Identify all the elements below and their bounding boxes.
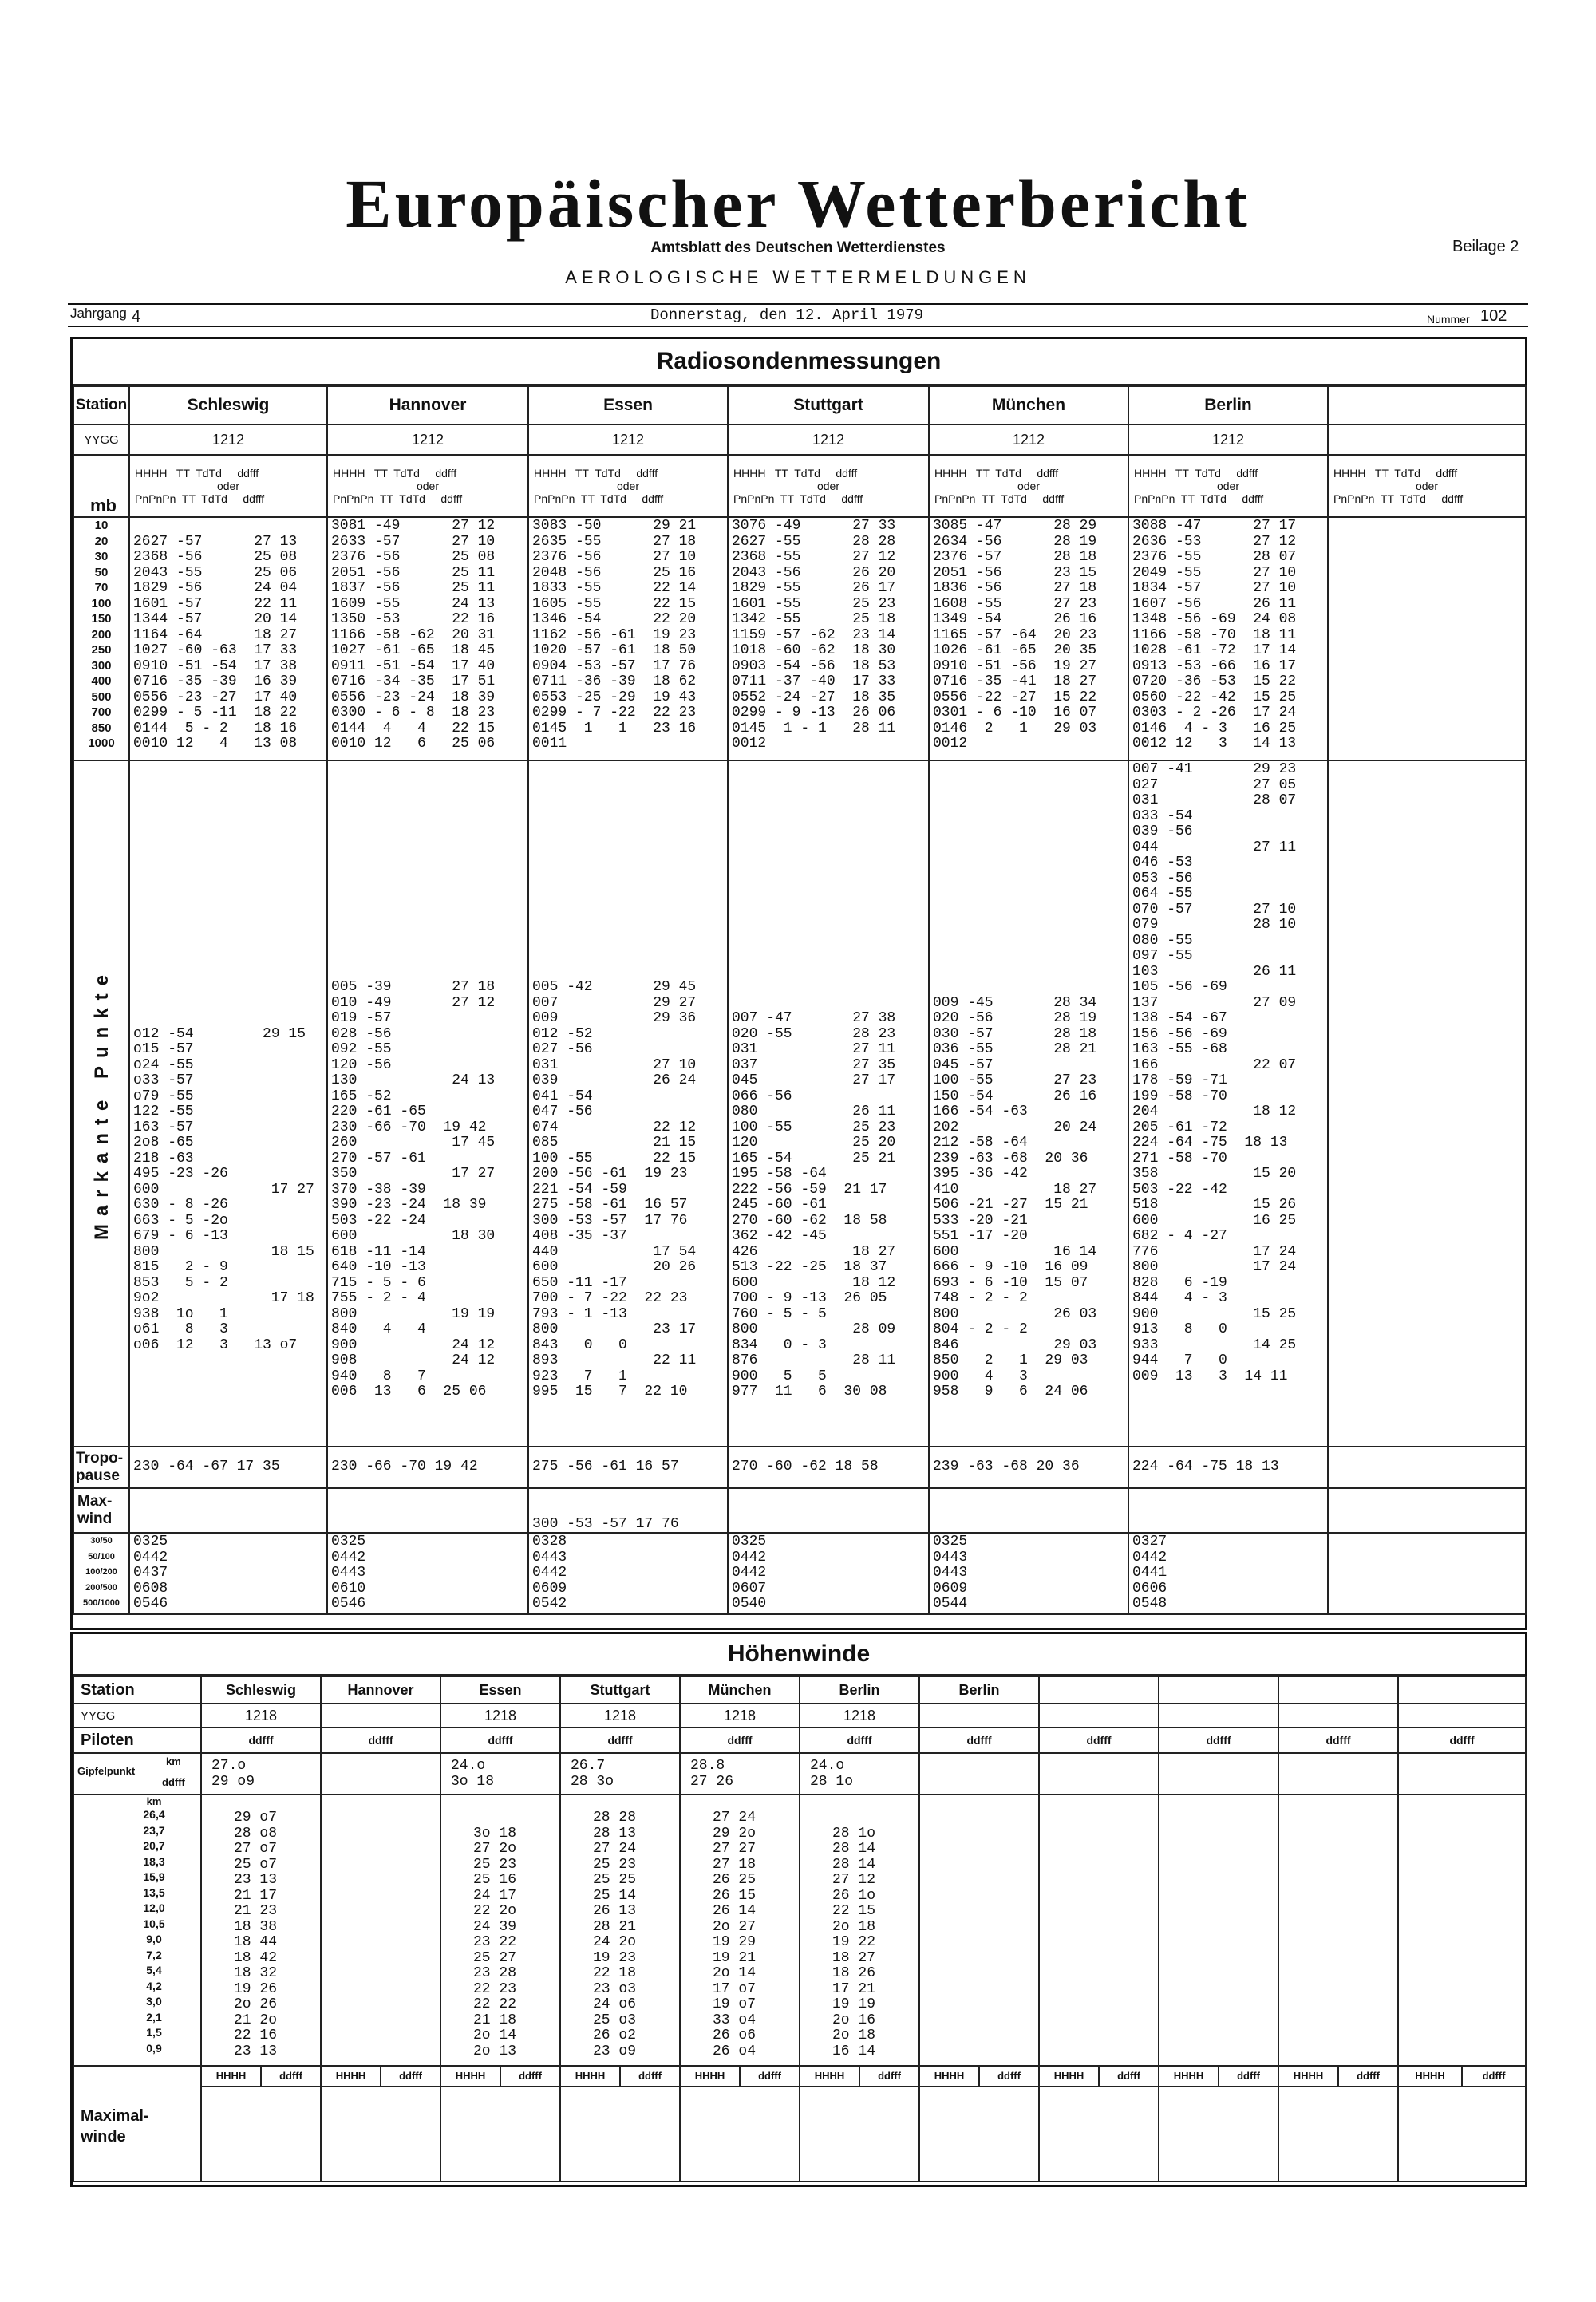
issue-date: Donnerstag, den 12. April 1979 <box>650 306 924 324</box>
hw-hhhh-head: HHHH <box>1040 2067 1100 2086</box>
maxwind-cell <box>327 1488 528 1533</box>
significant-points-label: Markante Punkte <box>91 966 113 1241</box>
hoehenwinde-table <box>73 1676 1527 2182</box>
hw-winds-cell <box>800 1795 919 2066</box>
yygg-cell: 1212 <box>1128 424 1328 455</box>
level-10: 10 <box>94 519 109 532</box>
hw-yygg <box>1278 1704 1398 1727</box>
hw-gipfel-cell <box>1159 1753 1278 1795</box>
hw-maxwind-label: Maximal- winde <box>73 2066 201 2182</box>
column-header-or: oder <box>416 480 440 492</box>
level-70: 70 <box>94 581 109 594</box>
hw-station-label: Station <box>73 1676 201 1704</box>
sig-data: 009 -45 28 34 020 -56 28 19 030 -57 28 18 036 -55 28 21 045 -57 100 -55 27 23 150 -54 26 16 166 -54 -63 202 20 24 212 -58 -64 239 -63 -68 20 36 395 -36 -42 410 18 27 506 -21 -27 15 21 533 -20 -21 551 -17 -20 600 16 14 666 - 9 -10 16 09 693 - 6 -10 15 07 748 - 2 - 2 800 26 03 804 - 2 - 2 846 29 03 850 2 1 29 03 900 4 3 958 9 6 24 06 <box>933 994 1097 1400</box>
hw-winds-cell <box>1159 1795 1278 2066</box>
hw-winds-cell <box>919 1795 1039 2066</box>
hw-winds: 28 1o 28 14 28 14 27 12 26 1o 22 15 2o 18 19 22 18 27 18 26 17 21 19 19 2o 16 2o 18 16 14 <box>832 1825 876 2059</box>
hw-maxwind-cell <box>440 2066 560 2182</box>
yygg-cell: 1212 <box>327 424 528 455</box>
tropo-data: 224 -64 -75 18 13 <box>1132 1459 1279 1475</box>
mb-label: mb <box>73 455 129 517</box>
hw-maxwind-cell <box>800 2066 919 2182</box>
column-header-row <box>73 455 1526 517</box>
shear-label: 200/500 <box>85 1582 117 1593</box>
level-1000: 1000 <box>88 736 115 750</box>
shear-labels <box>73 1533 129 1614</box>
hw-station <box>1278 1676 1398 1704</box>
column-header-top: HHHH TT TdTd ddfff <box>534 467 658 480</box>
tropo-cell <box>929 1447 1128 1488</box>
hw-station: Schleswig <box>201 1676 321 1704</box>
column-header-bottom: PnPnPn TT TdTd ddfff <box>534 492 664 505</box>
std-hannover <box>327 517 528 760</box>
column-header <box>929 455 1128 517</box>
sig-muenchen <box>929 760 1128 1447</box>
hw-winds: 27 24 29 2o 27 27 27 18 26 25 26 15 26 14 2o 27 19 29 19 21 2o 14 17 o7 19 o7 33 o4 26 o6 26 o4 <box>713 1810 757 2059</box>
column-header-top: HHHH TT TdTd ddfff <box>135 467 259 480</box>
column-header <box>728 455 929 517</box>
hw-km-head: km <box>146 1795 162 1807</box>
sig-stuttgart <box>728 760 929 1447</box>
shear-data: 0327 0442 0441 0606 0548 <box>1132 1534 1167 1612</box>
column-header <box>327 455 528 517</box>
hw-gipfel-cell <box>919 1753 1039 1795</box>
hw-hhhh-head: HHHH <box>920 2067 980 2086</box>
hw-gipfel-cell <box>1278 1753 1398 1795</box>
hw-station: Berlin <box>919 1676 1039 1704</box>
hw-ddfff-head: ddfff <box>279 2070 302 2082</box>
hw-maxwind-cell <box>321 2066 440 2182</box>
sig-data: 005 -42 29 45 007 29 27 009 29 36 012 -52 027 -56 031 27 10 039 26 24 041 -54 047 -56 074 22 12 085 21 15 100 -55 22 15 200 -56 -61 19 23 221 -54 -59 275 -58 -61 16 57 300 -53 -57 17 76 408 -35 -37 440 17 54 600 20 26 650 -11 -17 700 - 7 -22 22 23 793 - 1 -13 800 23 17 843 0 0 893 22 11 923 7 1 995 15 7 22 10 <box>532 979 697 1400</box>
column-header-top: HHHH TT TdTd ddfff <box>333 467 457 480</box>
section-heading: AEROLOGISCHE WETTERMELDUNGEN <box>565 267 1031 287</box>
hw-gipfel-cell <box>1039 1753 1159 1795</box>
hw-gipfel-row <box>73 1753 1526 1795</box>
hw-station <box>1159 1676 1278 1704</box>
hw-gipfel-cell <box>1398 1753 1526 1795</box>
hw-km-label: km <box>166 1755 181 1767</box>
column-header <box>1328 455 1526 517</box>
column-header-top: HHHH TT TdTd ddfff <box>1333 467 1458 480</box>
std-empty <box>1328 517 1526 760</box>
hw-hhhh-head: HHHH <box>1159 2067 1219 2086</box>
column-header-or: oder <box>816 480 840 492</box>
hw-winds: 28 28 28 13 27 24 25 23 25 25 25 14 26 13 28 21 24 2o 19 23 22 18 23 o3 24 o6 25 o3 26 o2 23 o9 <box>593 1810 637 2059</box>
shear-label: 500/1000 <box>83 1598 120 1608</box>
hw-gipfel-km: 24.o <box>810 1758 845 1774</box>
shear-cell <box>528 1533 728 1614</box>
column-header-or: oder <box>1216 480 1240 492</box>
station-berlin: Berlin <box>1128 386 1328 424</box>
column-header <box>1128 455 1328 517</box>
hw-ddfff-head: ddfff <box>998 2070 1021 2082</box>
hw-gipfel-label: Gipfelpunkt <box>77 1765 136 1777</box>
shear-label: 30/50 <box>90 1536 113 1546</box>
hw-hhhh-head: HHHH <box>322 2067 381 2086</box>
maxwind-cell <box>929 1488 1128 1533</box>
shear-cell <box>728 1533 929 1614</box>
hw-winds-cell <box>1039 1795 1159 2066</box>
station-empty <box>1328 386 1526 424</box>
shear-cell <box>1128 1533 1328 1614</box>
hw-ddfff-head: ddfff <box>680 1727 800 1753</box>
hw-yygg-label: YYGG <box>73 1704 201 1727</box>
hw-station: Hannover <box>321 1676 440 1704</box>
hw-ddfff-head: ddfff <box>1237 2070 1260 2082</box>
hw-winds-cell <box>680 1795 800 2066</box>
issue-number: 102 <box>1480 307 1507 325</box>
hw-yygg <box>1398 1704 1526 1727</box>
radiosonde-table <box>73 385 1527 1615</box>
sig-hannover <box>327 760 528 1447</box>
std-schleswig <box>129 517 327 760</box>
shear-data: 0325 0443 0443 0609 0544 <box>933 1534 968 1612</box>
tropo-cell <box>528 1447 728 1488</box>
sig-berlin <box>1128 760 1328 1447</box>
yygg-cell: 1212 <box>528 424 728 455</box>
maxwind-cell <box>528 1488 728 1533</box>
std-data: 3081 -49 27 12 2633 -57 27 10 2376 -56 25 08 2051 -56 25 11 1837 -56 25 11 1609 -55 24 13 1350 -53 22 16 1166 -58 -62 20 31 1027 -61 -65 18 45 0911 -51 -54 17 40 0716 -34 -35 17 51 0556 -23 -24 18 39 0300 - 6 - 8 18 23 0144 4 4 22 15 0010 12 6 25 06 <box>331 518 496 752</box>
hw-yygg: 1218 <box>440 1704 560 1727</box>
hw-ddfff-head: ddfff <box>1159 1727 1278 1753</box>
hw-gipfel-km: 24.o <box>451 1758 486 1774</box>
maxwind-label: Max-wind <box>73 1488 129 1533</box>
std-berlin <box>1128 517 1328 760</box>
std-data: 3088 -47 27 17 2636 -53 27 12 2376 -55 28 07 2049 -55 27 10 1834 -57 27 10 1607 -56 26 11 1348 -56 -69 24 08 1166 -58 -70 18 11 1028 -61 -72 17 14 0913 -53 -66 16 17 0720 -36 -53 15 22 0560 -22 -42 15 25 0303 - 2 -26 17 24 0146 4 - 3 16 25 0012 12 3 14 13 <box>1132 518 1297 752</box>
maxwind-data: 300 -53 -57 17 76 <box>532 1515 679 1532</box>
hw-winds: 3o 18 27 2o 25 23 25 16 24 17 22 2o 24 39 23 22 25 27 23 28 22 23 22 22 21 18 2o 14 2o 13 <box>473 1825 517 2059</box>
column-header-top: HHHH TT TdTd ddfff <box>733 467 858 480</box>
yygg-cell: 1212 <box>929 424 1128 455</box>
number-label: Nummer <box>1427 313 1470 326</box>
radiosonde-panel <box>70 337 1527 1630</box>
hw-gipfel-ddfff: 28 3o <box>571 1774 614 1790</box>
column-header-bottom: PnPnPn TT TdTd ddfff <box>733 492 863 505</box>
hw-yygg: 1218 <box>800 1704 919 1727</box>
tropo-data: 275 -56 -61 16 57 <box>532 1459 679 1475</box>
hw-hhhh-head: HHHH <box>1399 2067 1463 2086</box>
column-header-top: HHHH TT TdTd ddfff <box>934 467 1059 480</box>
hw-hhhh-head: HHHH <box>561 2067 621 2086</box>
supplement-label: Beilage 2 <box>1452 238 1519 255</box>
column-header-bottom: PnPnPn TT TdTd ddfff <box>1333 492 1464 505</box>
hw-hhhh-head: HHHH <box>202 2067 262 2086</box>
station-label: Station <box>73 386 129 424</box>
station-stuttgart: Stuttgart <box>728 386 929 424</box>
hoehenwinde-panel <box>70 1632 1527 2187</box>
hw-heights-cell <box>73 1795 201 2066</box>
hw-ddfff-head: ddfff <box>1278 1727 1398 1753</box>
tropopause-row <box>73 1447 1526 1488</box>
hw-winds-cell <box>440 1795 560 2066</box>
column-header <box>129 455 327 517</box>
hw-maxwind-cell <box>919 2066 1039 2182</box>
level-250: 250 <box>91 643 112 657</box>
maxwind-cell <box>129 1488 327 1533</box>
hw-gipfel-ddfff: 27 26 <box>690 1774 734 1790</box>
bottom-rule <box>68 326 1528 327</box>
significant-label-cell <box>73 760 129 1447</box>
hw-ddfff-head: ddfff <box>1117 2070 1140 2082</box>
hw-gipfel-label-cell <box>73 1753 201 1795</box>
hw-station: Berlin <box>800 1676 919 1704</box>
hw-maxwind-cell <box>680 2066 800 2182</box>
hw-gipfel-cell <box>560 1753 680 1795</box>
hw-station <box>1039 1676 1159 1704</box>
tropo-data: 270 -60 -62 18 58 <box>732 1459 879 1475</box>
hw-ddfff-head: ddfff <box>919 1727 1039 1753</box>
tropo-data: 230 -66 -70 19 42 <box>331 1459 478 1475</box>
tropo-cell <box>327 1447 528 1488</box>
hw-winds: 29 o7 28 o8 27 o7 25 o7 23 13 21 17 21 23 18 38 18 44 18 42 18 32 19 26 2o 26 21 2o 22 16 23 13 <box>234 1810 278 2059</box>
hw-gipfel-km: 28.8 <box>690 1758 725 1774</box>
hw-maxwind-row <box>73 2066 1526 2182</box>
hw-gipfel-km: 27.o <box>211 1758 247 1774</box>
hw-ddfff-head: ddfff <box>758 2070 781 2082</box>
hw-gipfel-cell <box>201 1753 321 1795</box>
shear-cell <box>129 1533 327 1614</box>
hw-piloten-label: Piloten <box>73 1727 201 1753</box>
hw-maxwind-cell <box>1278 2066 1398 2182</box>
maxwind-cell <box>1128 1488 1328 1533</box>
hw-heights: 26,4 23,7 20,7 18,3 15,9 13,5 12,0 10,5 9,0 7,2 5,4 4,2 3,0 2,1 1,5 0,9 <box>143 1808 165 2055</box>
shear-cell <box>929 1533 1128 1614</box>
hw-ddfff-head: ddfff <box>399 2070 422 2082</box>
hw-ddfff-head: ddfff <box>1398 1727 1526 1753</box>
hw-maxwind-cell <box>1039 2066 1159 2182</box>
std-data: 2627 -57 27 13 2368 -56 25 08 2043 -55 25 06 1829 -56 24 04 1601 -57 22 11 1344 -57 20 14 1164 -64 18 27 1027 -60 -63 17 33 0910 -51 -54 17 38 0716 -35 -39 16 39 0556 -23 -27 17 40 0299 - 5 -11 18 22 0144 5 - 2 18 16 0010 12 4 13 08 <box>133 533 298 752</box>
hw-yygg: 1218 <box>560 1704 680 1727</box>
shear-cell <box>327 1533 528 1614</box>
shear-row <box>73 1533 1526 1614</box>
maxwind-row <box>73 1488 1526 1533</box>
hw-ddfff-head: ddfff <box>878 2070 901 2082</box>
level-30: 30 <box>94 550 109 563</box>
hw-winds-cell <box>1278 1795 1398 2066</box>
shear-data: 0325 0442 0443 0610 0546 <box>331 1534 366 1612</box>
sig-empty <box>1328 760 1526 1447</box>
station-muenchen: München <box>929 386 1128 424</box>
maxwind-cell <box>728 1488 929 1533</box>
hw-maxwind-cell <box>1398 2066 1526 2182</box>
hw-hhhh-head: HHHH <box>441 2067 501 2086</box>
hw-winds-cell <box>560 1795 680 2066</box>
std-data: 3076 -49 27 33 2627 -55 28 28 2368 -55 27 12 2043 -56 26 20 1829 -55 26 17 1601 -55 25 23 1342 -55 25 18 1159 -57 -62 23 14 1018 -60 -62 18 30 0903 -54 -56 18 53 0711 -37 -40 17 33 0552 -24 -27 18 35 0299 - 9 -13 26 06 0145 1 - 1 28 11 0012 <box>732 518 896 752</box>
hw-ddfff-head: ddfff <box>1482 2070 1506 2082</box>
level-850: 850 <box>91 721 112 735</box>
hw-station: Essen <box>440 1676 560 1704</box>
level-700: 700 <box>91 705 112 719</box>
tropo-cell <box>1328 1447 1526 1488</box>
hw-station: Stuttgart <box>560 1676 680 1704</box>
shear-data: 0325 0442 0442 0607 0540 <box>732 1534 767 1612</box>
volume-label: Jahrgang <box>70 306 127 321</box>
tropopause-label: Tropo-pause <box>73 1447 129 1488</box>
hw-yygg <box>1159 1704 1278 1727</box>
column-header-bottom: PnPnPn TT TdTd ddfff <box>934 492 1065 505</box>
std-stuttgart <box>728 517 929 760</box>
hw-gipfel-cell <box>440 1753 560 1795</box>
volume-number: 4 <box>132 308 141 326</box>
hw-yygg <box>1039 1704 1159 1727</box>
level-200: 200 <box>91 627 112 642</box>
level-20: 20 <box>94 534 109 548</box>
hw-hhhh-head: HHHH <box>800 2067 860 2086</box>
hw-profile-row <box>73 1795 1526 2066</box>
hw-winds-cell <box>321 1795 440 2066</box>
column-header-bottom: PnPnPn TT TdTd ddfff <box>1134 492 1264 505</box>
shear-data: 0325 0442 0437 0608 0546 <box>133 1534 168 1612</box>
hw-ddfff-head: ddfff <box>638 2070 662 2082</box>
shear-data: 0328 0443 0442 0609 0542 <box>532 1534 567 1612</box>
hw-gipfel-cell <box>680 1753 800 1795</box>
sig-data: o12 -54 29 15 o15 -57 o24 -55 o33 -57 o79 -55 122 -55 163 -57 2o8 -65 218 -63 495 -23 -26 600 17 27 630 - 8 -26 663 - 5 -2o 679 - 6 -13 800 18 15 815 2 - 9 853 5 - 2 9o2 17 18 938 1o 1 o61 8 3 o06 12 3 13 o7 <box>133 1025 314 1353</box>
hw-piloten-row <box>73 1727 1526 1753</box>
hw-hhhh-head: HHHH <box>681 2067 741 2086</box>
hw-gipfel-cell <box>800 1753 919 1795</box>
station-hannover: Hannover <box>327 386 528 424</box>
std-essen <box>528 517 728 760</box>
hw-hhhh-head: HHHH <box>1279 2067 1339 2086</box>
hw-station-row <box>73 1676 1526 1704</box>
page-title: Europäischer Wetterbericht <box>346 165 1250 242</box>
column-header-or: oder <box>1415 480 1439 492</box>
hw-yygg-row <box>73 1704 1526 1727</box>
sig-data: 005 -39 27 18 010 -49 27 12 019 -57 028 -56 092 -55 120 -56 130 24 13 165 -52 220 -61 -65 230 -66 -70 19 42 260 17 45 270 -57 -61 350 17 27 370 -38 -39 390 -23 -24 18 39 503 -22 -24 600 18 30 618 -11 -14 640 -10 -13 715 - 5 - 6 755 - 2 - 4 800 19 19 840 4 4 900 24 12 908 24 12 940 8 7 006 13 6 25 06 <box>331 979 496 1400</box>
hw-gipfel-ddfff: 3o 18 <box>451 1774 495 1790</box>
hw-ddfff-head: ddfff <box>1039 1727 1159 1753</box>
level-50: 50 <box>94 565 109 579</box>
top-rule <box>68 303 1528 305</box>
hw-ddfff-head: ddfff <box>800 1727 919 1753</box>
yygg-cell: 1212 <box>129 424 327 455</box>
sig-data: 007 -47 27 38 020 -55 28 23 031 27 11 037 27 35 045 27 17 066 -56 080 26 11 100 -55 25 23 120 25 20 165 -54 25 21 195 -58 -64 222 -56 -59 21 17 245 -60 -61 270 -60 -62 18 58 362 -42 -45 426 18 27 513 -22 -25 18 37 600 18 12 700 - 9 -13 26 05 760 - 5 - 5 800 28 09 834 0 - 3 876 28 11 900 5 5 977 11 6 30 08 <box>732 1010 896 1400</box>
hw-station <box>1398 1676 1526 1704</box>
station-row <box>73 386 1526 424</box>
hw-gipfel-ddfff: 29 o9 <box>211 1774 255 1790</box>
tropo-data: 239 -63 -68 20 36 <box>933 1459 1080 1475</box>
level-labels <box>73 517 129 760</box>
hoehenwinde-title: Höhenwinde <box>73 1634 1525 1676</box>
hw-yygg: 1218 <box>201 1704 321 1727</box>
shear-label: 100/200 <box>85 1567 117 1577</box>
standard-levels-row <box>73 517 1526 760</box>
sig-data: 007 -41 29 23 027 27 05 031 28 07 033 -54 039 -56 044 27 11 046 -53 053 -56 064 -55 070 -57 27 10 079 28 10 080 -55 097 -55 103 26 11 105 -56 -69 137 27 09 138 -54 -67 156 -56 -69 163 -55 -68 166 22 07 178 -59 -71 199 -58 -70 204 18 12 205 -61 -72 224 -64 -75 18 13 271 -58 -70 358 15 20 503 -22 -42 518 15 26 600 16 25 682 - 4 -27 776 17 24 800 17 24 828 6 -19 844 4 - 3 900 15 25 913 8 0 933 14 25 944 7 0 009 13 3 14 11 <box>1132 761 1297 1384</box>
tropo-cell <box>129 1447 327 1488</box>
station-schleswig: Schleswig <box>129 386 327 424</box>
hw-yygg: 1218 <box>680 1704 800 1727</box>
level-100: 100 <box>91 596 112 610</box>
hw-station: München <box>680 1676 800 1704</box>
tropo-cell <box>1128 1447 1328 1488</box>
shear-cell <box>1328 1533 1526 1614</box>
yygg-row <box>73 424 1526 455</box>
std-muenchen <box>929 517 1128 760</box>
column-header <box>528 455 728 517</box>
column-header-bottom: PnPnPn TT TdTd ddfff <box>135 492 265 505</box>
hw-ddfff-label: ddfff <box>162 1776 185 1788</box>
hw-gipfel-km: 26.7 <box>571 1758 606 1774</box>
yygg-cell: 1212 <box>728 424 929 455</box>
hw-ddfff-head: ddfff <box>440 1727 560 1753</box>
column-header-or: oder <box>1017 480 1041 492</box>
std-data: 3085 -47 28 29 2634 -56 28 19 2376 -57 28 18 2051 -56 23 15 1836 -56 27 18 1608 -55 27 23 1349 -54 26 16 1165 -57 -64 20 23 1026 -61 -65 20 35 0910 -51 -56 19 27 0716 -35 -41 18 27 0556 -22 -27 15 22 0301 - 6 -10 16 07 0146 2 1 29 03 0012 <box>933 518 1097 752</box>
hw-winds-cell <box>201 1795 321 2066</box>
level-300: 300 <box>91 658 112 673</box>
level-400: 400 <box>91 674 112 688</box>
std-data: 3083 -50 29 21 2635 -55 27 18 2376 -56 27 10 2048 -56 25 16 1833 -55 22 14 1605 -55 22 15 1346 -54 22 20 1162 -56 -61 19 23 1020 -57 -61 18 50 0904 -53 -57 17 76 0711 -36 -39 18 62 0553 -25 -29 19 43 0299 - 7 -22 22 23 0145 1 1 23 16 0011 <box>532 518 697 752</box>
yygg-label: YYGG <box>73 424 129 455</box>
maxwind-cell <box>1328 1488 1526 1533</box>
hw-ddfff-head: ddfff <box>201 1727 321 1753</box>
shear-label: 50/100 <box>88 1551 115 1562</box>
hw-maxwind-cell <box>1159 2066 1278 2182</box>
yygg-cell <box>1328 424 1526 455</box>
page-subtitle: Amtsblatt des Deutschen Wetterdienstes <box>650 239 946 256</box>
hw-maxwind-cell <box>201 2066 321 2182</box>
tropo-data: 230 -64 -67 17 35 <box>133 1459 280 1475</box>
hw-winds-cell <box>1398 1795 1526 2066</box>
hw-ddfff-head: ddfff <box>1357 2070 1380 2082</box>
hw-ddfff-head: ddfff <box>560 1727 680 1753</box>
column-header-bottom: PnPnPn TT TdTd ddfff <box>333 492 463 505</box>
station-essen: Essen <box>528 386 728 424</box>
hw-ddfff-head: ddfff <box>321 1727 440 1753</box>
sig-schleswig <box>129 760 327 1447</box>
significant-points-row <box>73 760 1526 1447</box>
hw-ddfff-head: ddfff <box>519 2070 542 2082</box>
level-500: 500 <box>91 689 112 704</box>
hw-gipfel-ddfff: 28 1o <box>810 1774 854 1790</box>
hw-yygg <box>321 1704 440 1727</box>
tropo-cell <box>728 1447 929 1488</box>
hw-yygg <box>919 1704 1039 1727</box>
sig-essen <box>528 760 728 1447</box>
column-header-or: oder <box>216 480 240 492</box>
column-header-or: oder <box>616 480 640 492</box>
hw-maxwind-cell <box>560 2066 680 2182</box>
hw-gipfel-cell <box>321 1753 440 1795</box>
radiosonde-title: Radiosondenmessungen <box>73 339 1525 385</box>
level-150: 150 <box>91 612 112 626</box>
column-header-top: HHHH TT TdTd ddfff <box>1134 467 1258 480</box>
